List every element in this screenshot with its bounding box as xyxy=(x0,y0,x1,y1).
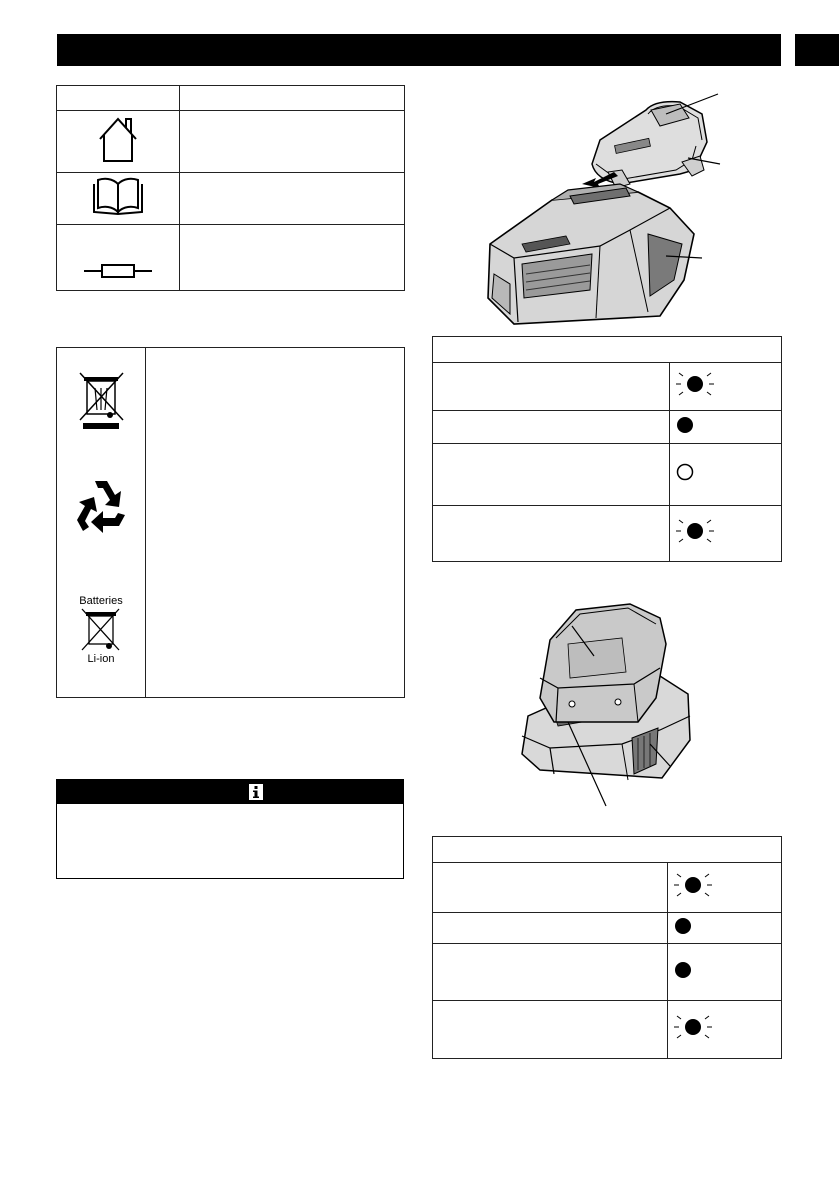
disposal-icons-cell xyxy=(57,348,146,698)
table-row xyxy=(433,863,782,913)
symbol-cell xyxy=(57,225,180,291)
fuse-icon xyxy=(78,227,158,283)
table-row xyxy=(433,944,782,1001)
manual-book-icon xyxy=(90,174,146,218)
led-status-table-1 xyxy=(432,336,782,562)
led-on-icon xyxy=(668,955,728,985)
disposal-icons xyxy=(57,348,145,692)
battery-pack xyxy=(488,184,694,324)
header-bar xyxy=(57,34,781,66)
symbols-table xyxy=(56,85,405,291)
battery-on-charger-illustration xyxy=(510,598,700,820)
battery-icon-top-label: Batteries xyxy=(79,595,123,607)
header-page-tab xyxy=(795,34,839,66)
recycle-icon xyxy=(77,481,125,533)
led-table-2-header xyxy=(433,837,782,863)
info-box-header xyxy=(57,780,403,804)
table-row xyxy=(433,1001,782,1059)
led-table-1-header xyxy=(433,337,782,363)
led-description-cell xyxy=(433,444,670,506)
led-blinking-icon xyxy=(668,1007,728,1047)
led-description-cell xyxy=(433,363,670,411)
table-row xyxy=(433,363,782,411)
table-row xyxy=(57,111,405,173)
table-row xyxy=(433,337,782,363)
table-row xyxy=(57,173,405,225)
led-on-icon xyxy=(668,914,728,938)
led-off-icon xyxy=(670,457,730,487)
battery-charger-illustration xyxy=(470,84,730,332)
symbols-header-cell-symbol xyxy=(57,86,180,111)
led-description-cell xyxy=(433,944,668,1001)
led-indicator-cell xyxy=(668,944,782,1001)
table-row xyxy=(433,506,782,562)
led-indicator-cell xyxy=(670,411,782,444)
symbol-cell xyxy=(57,173,180,225)
disposal-text-cell xyxy=(146,348,405,698)
table-row xyxy=(433,837,782,863)
meaning-cell xyxy=(180,111,405,173)
table-row xyxy=(57,225,405,291)
info-icon xyxy=(249,784,263,800)
led-description-cell xyxy=(433,506,670,562)
symbols-table-header-row xyxy=(57,86,405,111)
meaning-cell xyxy=(180,225,405,291)
led-blinking-icon xyxy=(668,865,728,905)
table-row xyxy=(433,411,782,444)
led-indicator-cell xyxy=(668,863,782,913)
table-row xyxy=(433,444,782,506)
table-row xyxy=(433,913,782,944)
led-description-cell xyxy=(433,411,670,444)
led-indicator-cell xyxy=(668,913,782,944)
led-description-cell xyxy=(433,1001,668,1059)
table-row xyxy=(57,348,405,698)
led-indicator-cell xyxy=(670,444,782,506)
disposal-table xyxy=(56,347,405,698)
battery-bin-icon xyxy=(79,595,123,665)
info-box xyxy=(56,779,404,879)
led-on-icon xyxy=(670,413,730,437)
crossed-bin-icon xyxy=(80,373,123,429)
battery-icon-bottom-label: Li-ion xyxy=(87,653,115,665)
led-indicator-cell xyxy=(670,506,782,562)
led-indicator-cell xyxy=(670,363,782,411)
led-status-table-2 xyxy=(432,836,782,1059)
led-description-cell xyxy=(433,913,668,944)
led-blinking-icon xyxy=(670,364,730,404)
led-description-cell xyxy=(433,863,668,913)
led-blinking-icon xyxy=(670,511,730,551)
house-icon xyxy=(90,113,146,165)
meaning-cell xyxy=(180,173,405,225)
led-indicator-cell xyxy=(668,1001,782,1059)
battery-on-charger xyxy=(540,604,666,722)
symbol-cell xyxy=(57,111,180,173)
symbols-header-cell-meaning xyxy=(180,86,405,111)
